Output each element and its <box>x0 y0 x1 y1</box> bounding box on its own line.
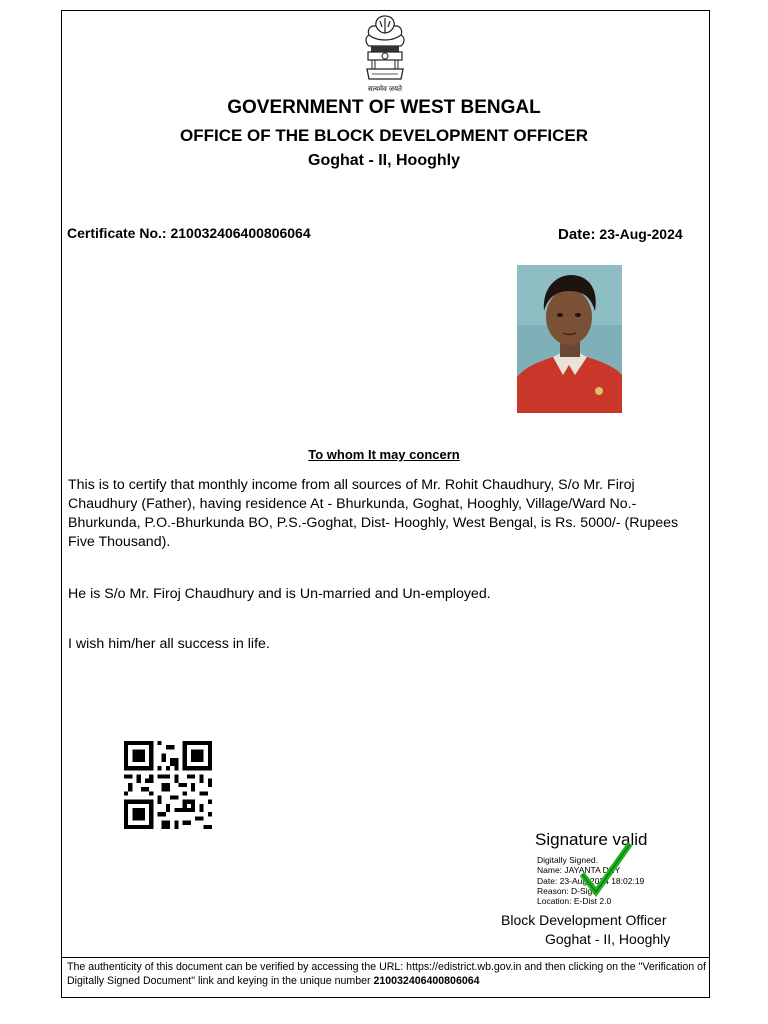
signature-checkmark-icon <box>578 840 634 898</box>
qr-code <box>124 740 212 830</box>
certificate-date <box>558 226 683 243</box>
footer-text: The authenticity of this document can be verified by accessing the URL: https://edistrict.wb.gov.in and then clicking on the "Verification of Digitally Signed Document" link and keying in the unique number <box>67 961 706 987</box>
signature-line: Name: JAYANTA DEY <box>537 865 621 876</box>
date-value: 23-Aug-2024 <box>599 226 683 242</box>
certificate-number-label: Certificate No.: <box>67 225 167 241</box>
signature-status: Signature valid <box>535 830 648 849</box>
signing-officer <box>501 911 670 949</box>
government-title: GOVERNMENT OF WEST BENGAL <box>227 97 541 118</box>
applicant-photo <box>517 265 622 413</box>
office-title: OFFICE OF THE BLOCK DEVELOPMENT OFFICER <box>180 126 588 145</box>
wishes-paragraph: I wish him/her all success in life. <box>68 636 270 652</box>
office-location: Goghat - II, Hooghly <box>308 152 460 169</box>
footer-unique-number: 210032406400806064 <box>373 975 480 987</box>
salutation: To whom It may concern <box>308 447 460 462</box>
certification-paragraph: This is to certify that monthly income from all sources of Mr. Rohit Chaudhury, S/o Mr. Firoj Chaudhury (Father), having residence At - Bhurkunda, Goghat, Hooghly, Village/Ward No.- Bhurkunda, P.O.-Bhurkunda BO, P.S.-Goghat, Dist- Hooghly, West Bengal, is Rs. 5000/- (Rupees Five Thousand). <box>68 477 679 550</box>
verification-footer <box>67 960 707 988</box>
officer-title: Block Development Officer <box>501 912 667 928</box>
signature-line: Date: 23-Aug-2024 18:02:19 <box>537 875 645 886</box>
emblem-motto: सत्यमेव जयते <box>367 86 403 93</box>
certificate-number-value: 210032406400806064 <box>170 225 311 241</box>
date-label: Date: <box>558 226 596 243</box>
state-emblem-icon <box>358 13 412 83</box>
certificate-number <box>67 225 311 241</box>
footer-divider <box>61 957 710 958</box>
signature-line: Location: E-Dist 2.0 <box>537 896 612 907</box>
signature-line: Reason: D-Sign <box>537 885 598 896</box>
officer-location: Goghat - II, Hooghly <box>545 931 671 947</box>
signature-line: Digitally Signed. <box>537 855 598 865</box>
relation-paragraph: He is S/o Mr. Firoj Chaudhury and is Un-married and Un-employed. <box>68 586 491 602</box>
